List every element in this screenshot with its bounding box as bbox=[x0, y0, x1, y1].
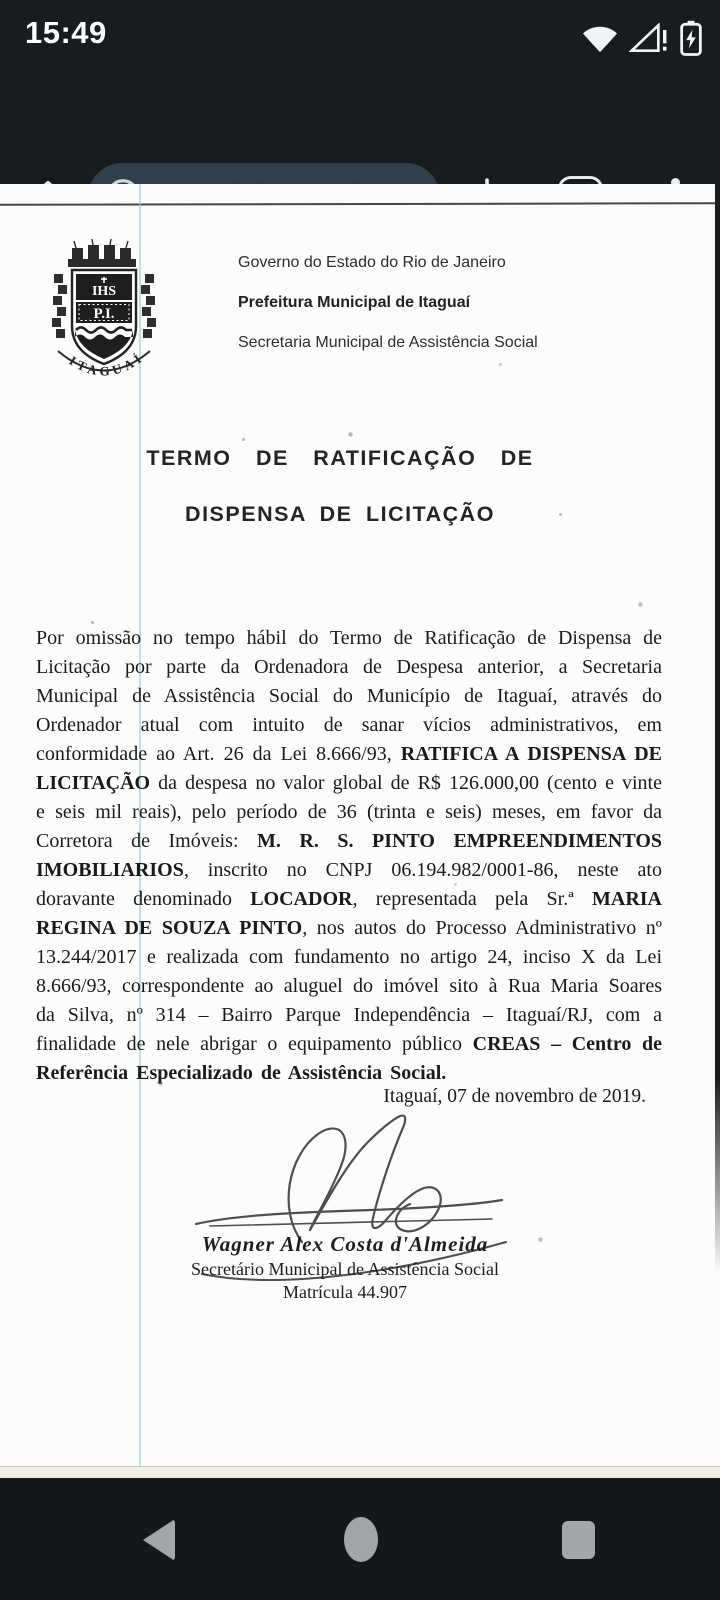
scan-artifact-right-edge bbox=[715, 184, 720, 1274]
status-clock: 15:49 bbox=[25, 15, 107, 50]
status-bar bbox=[0, 0, 720, 70]
signer-registration: Matrícula 44.907 bbox=[283, 1282, 407, 1302]
svg-text:ITAGUAÍ: ITAGUAÍ bbox=[66, 348, 148, 379]
signer-role: Secretário Municipal de Assistência Social bbox=[191, 1259, 499, 1279]
cell-signal-alert-icon bbox=[629, 22, 669, 59]
document-title bbox=[0, 446, 680, 527]
document-page[interactable] bbox=[0, 184, 720, 1478]
signature-block bbox=[105, 1232, 585, 1303]
wifi-icon bbox=[582, 23, 618, 58]
document-letterhead bbox=[238, 254, 538, 374]
recents-icon[interactable] bbox=[562, 1521, 595, 1559]
home-circle-icon[interactable] bbox=[344, 1517, 378, 1562]
browser-toolbar bbox=[0, 70, 720, 184]
letterhead-line-secretaria: Secretaria Municipal de Assistência Social bbox=[238, 334, 538, 351]
document-title-line1: TERMO DE RATIFICAÇÃO DE bbox=[146, 446, 534, 470]
signer-name: Wagner Alex Costa d'Almeida bbox=[201, 1232, 489, 1256]
document-date-line: Itaguaí, 07 de novembro de 2019. bbox=[383, 1086, 646, 1107]
scan-artifact-bottom-edge bbox=[0, 1466, 720, 1478]
letterhead-line-gov: Governo do Estado do Rio de Janeiro bbox=[238, 254, 506, 271]
document-body-paragraph: Por omissão no tempo hábil do Termo de Ratificação de Dispensa de Licitação por parte da Ordenadora de Despesa anterior, a Secretaria Municipal de Assistência Social do Município de Itaguaí, através do Ordenador atual com intuito de sanar vícios administrativos, em conformidade ao Art. 26 da Lei 8.666/93, RATIFICA A DISPENSA DE LICITAÇÃO da despesa no valor global de R$ 126.000,00 (cento e vinte e seis mil reais), pelo período de 36 (trinta e seis) meses, em favor da Corretora de Imóveis: M. R. S. PINTO EMPREENDIMENTOS IMOBILIARIOS, inscrito no CNPJ 06.194.982/0001-86, neste ato doravante denominado LOCADOR, representada pela Sr.ª MARIA REGINA DE SOUZA PINTO, nos autos do Processo Administrativo nº 13.244/2017 e realizada com fundamento no artigo 24, inciso X da Lei 8.666/93, correspondente ao aluguel do imóvel sito à Rua Maria Soares da Silva, nº 314 – Bairro Parque Independência – Itaguaí/RJ, com a finalidade de nele abrigar o equipamento público CREAS – Centro de Referência Especializado de Assistência Social. bbox=[36, 627, 663, 1084]
battery-charging-icon bbox=[680, 20, 702, 61]
svg-text:IHS: IHS bbox=[91, 284, 117, 299]
back-icon[interactable] bbox=[143, 1519, 175, 1561]
scan-artifact-top-line bbox=[0, 202, 720, 206]
letterhead-line-prefeitura: Prefeitura Municipal de Itaguaí bbox=[238, 294, 471, 311]
document-title-line2: DISPENSA DE LICITAÇÃO bbox=[185, 502, 495, 526]
scan-speckles bbox=[0, 184, 1, 185]
svg-text:P.I.: P.I. bbox=[93, 306, 115, 322]
itaguai-coat-of-arms bbox=[42, 238, 166, 388]
